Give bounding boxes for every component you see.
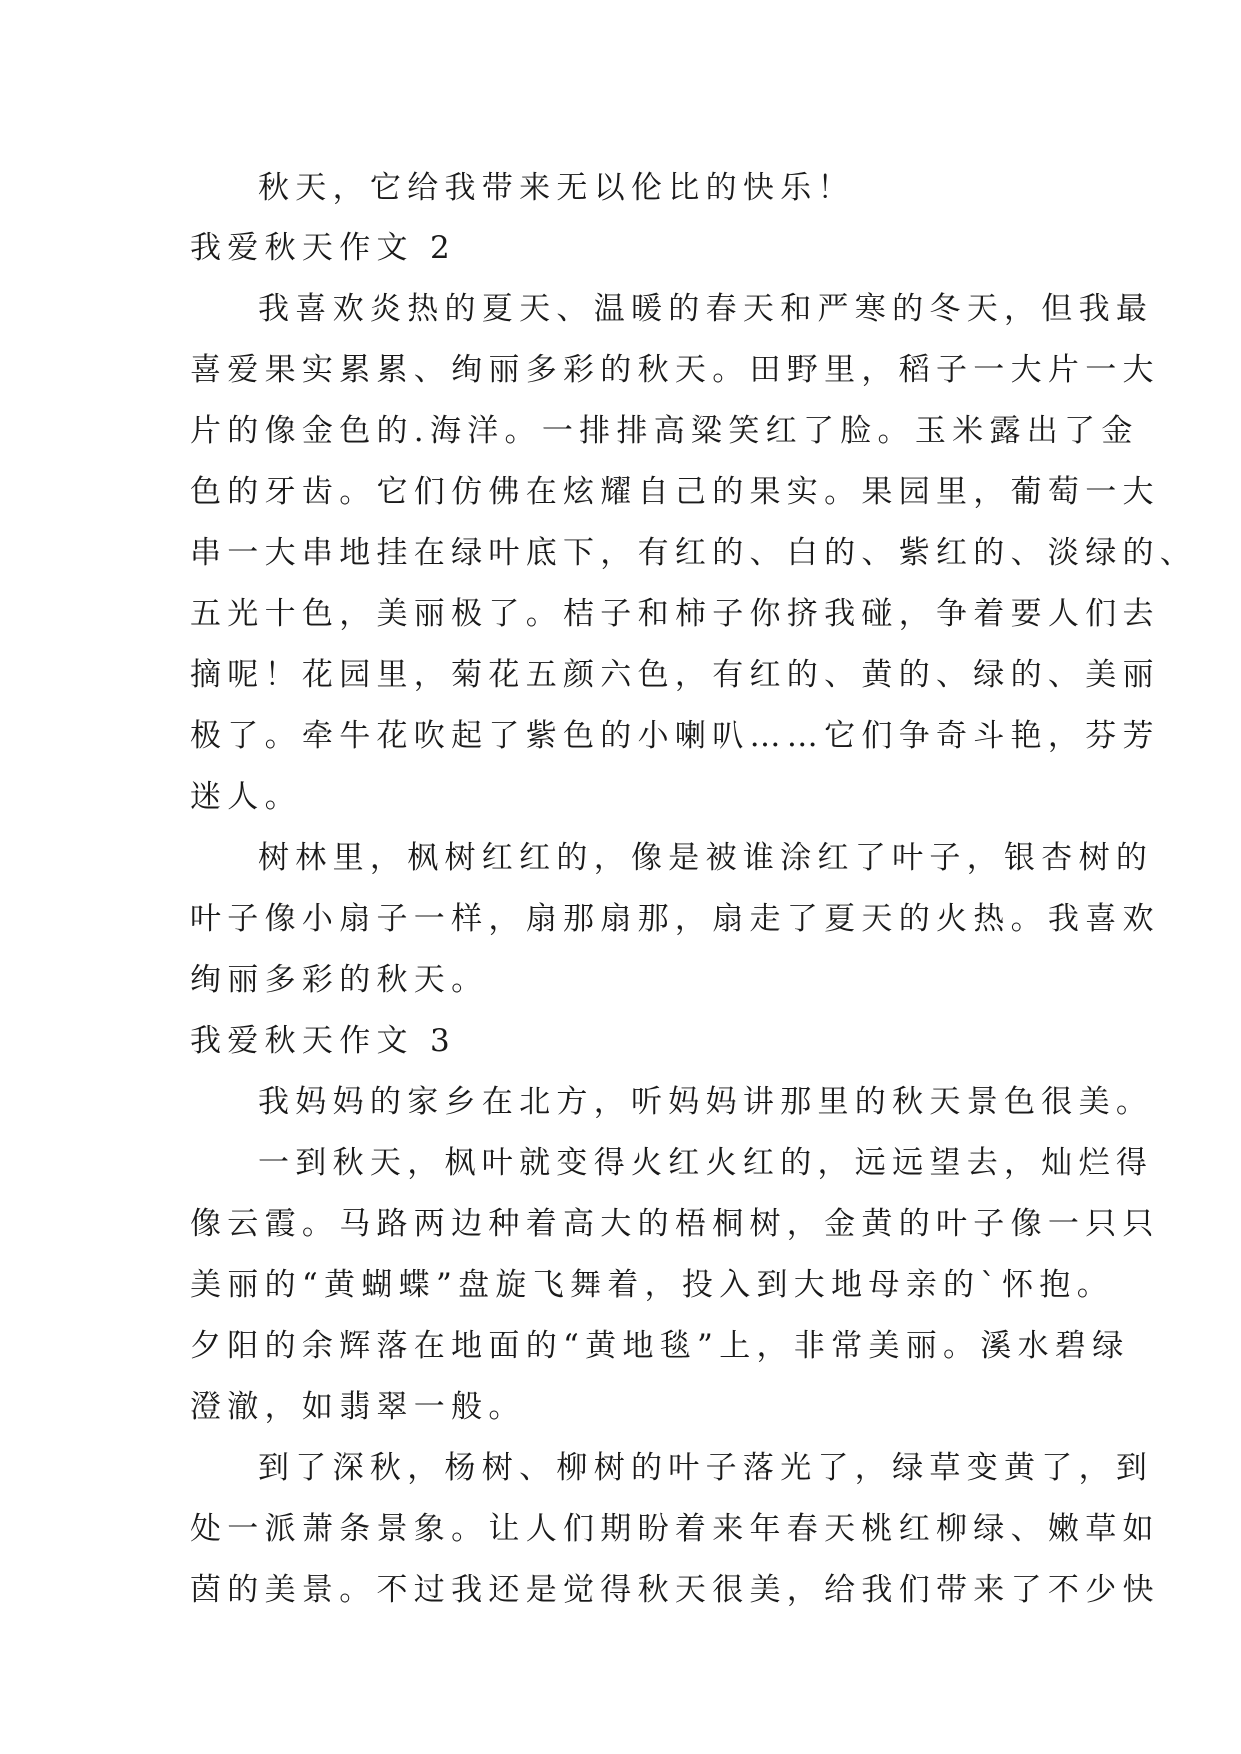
paragraph-line: 喜爱果实累累、绚丽多彩的秋天。田野里，稻子一大片一大 <box>190 352 1160 388</box>
paragraph-line: 秋天，它给我带来无以伦比的快乐！ <box>258 170 855 206</box>
paragraph-line: 美丽的“黄蝴蝶”盘旋飞舞着，投入到大地母亲的`怀抱。 <box>190 1267 1114 1303</box>
essay-heading: 我爱秋天作文 3 <box>190 1023 456 1059</box>
paragraph-line: 叶子像小扇子一样，扇那扇那，扇走了夏天的火热。我喜欢 <box>190 901 1160 937</box>
paragraph-line: 极了。牵牛花吹起了紫色的小喇叭……它们争奇斗艳，芬芳 <box>190 718 1160 754</box>
paragraph-line: 茵的美景。不过我还是觉得秋天很美，给我们带来了不少快 <box>190 1572 1160 1608</box>
paragraph-line: 我妈妈的家乡在北方，听妈妈讲那里的秋天景色很美。 <box>258 1084 1154 1120</box>
essay-heading: 我爱秋天作文 2 <box>190 230 456 266</box>
paragraph-line: 处一派萧条景象。让人们期盼着来年春天桃红柳绿、嫩草如 <box>190 1511 1160 1547</box>
paragraph-line: 树林里，枫树红红的，像是被谁涂红了叶子，银杏树的 <box>258 840 1154 876</box>
paragraph-line: 到了深秋，杨树、柳树的叶子落光了，绿草变黄了，到 <box>258 1450 1154 1486</box>
paragraph-line: 迷人。 <box>190 779 302 815</box>
paragraph-line: 摘呢！花园里，菊花五颜六色，有红的、黄的、绿的、美丽 <box>190 657 1160 693</box>
paragraph-line: 澄澈，如翡翠一般。 <box>190 1389 526 1425</box>
paragraph-line: 绚丽多彩的秋天。 <box>190 962 489 998</box>
paragraph-line: 五光十色，美丽极了。桔子和柿子你挤我碰，争着要人们去 <box>190 596 1160 632</box>
paragraph-line: 串一大串地挂在绿叶底下，有红的、白的、紫红的、淡绿的、 <box>190 535 1198 571</box>
paragraph-line: 我喜欢炎热的夏天、温暖的春天和严寒的冬天，但我最 <box>258 291 1154 327</box>
paragraph-line: 片的像金色的.海洋。一排排高粱笑红了脸。玉米露出了金 <box>190 413 1139 449</box>
paragraph-line: 色的牙齿。它们仿佛在炫耀自己的果实。果园里，葡萄一大 <box>190 474 1160 510</box>
paragraph-line: 像云霞。马路两边种着高大的梧桐树，金黄的叶子像一只只 <box>190 1206 1160 1242</box>
paragraph-line: 一到秋天，枫叶就变得火红火红的，远远望去，灿烂得 <box>258 1145 1154 1181</box>
paragraph-line: 夕阳的余辉落在地面的“黄地毯”上，非常美丽。溪水碧绿 <box>190 1328 1130 1364</box>
